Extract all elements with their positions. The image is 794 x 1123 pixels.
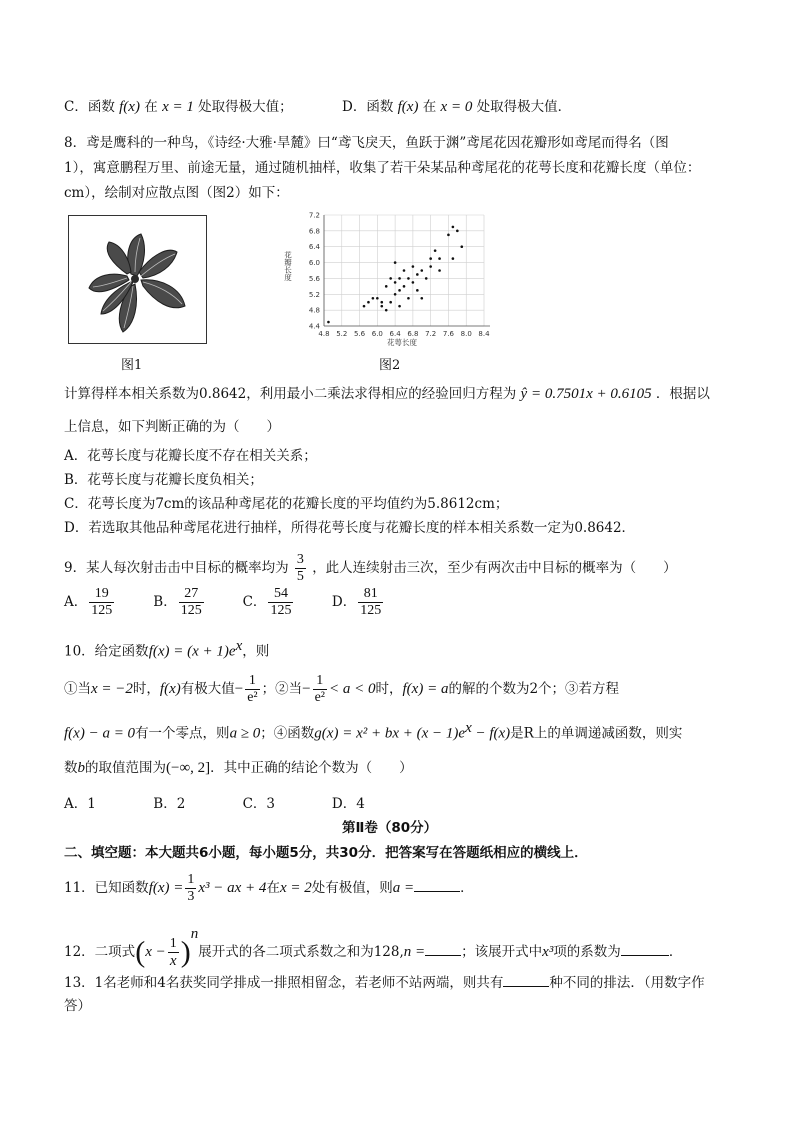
scatter-ticks [309, 212, 490, 339]
scatter-point [425, 277, 428, 280]
scatter-point [385, 285, 388, 288]
q10-options [64, 794, 417, 814]
q8-conclusion-line1 [64, 384, 710, 404]
y-axis-label: 花瓣长度 [283, 251, 293, 281]
q8-option-d: D．若选取其他品种鸢尾花进行抽样，所得花萼长度与花瓣长度的样本相关系数一定为0.8642． [64, 520, 636, 536]
scatter-point [403, 285, 406, 288]
q7-option-c [64, 97, 293, 117]
q10-option-b: B．2 [153, 796, 186, 812]
scatter-point [420, 269, 423, 272]
scatter-point [403, 269, 406, 272]
q8-question: 上信息，如下判断正确的为（ ） [64, 419, 280, 435]
q8-text1: 计算得样本相关系数为0.8642，利用最小二乘法求得相应的经验回归方程为 [64, 386, 517, 402]
q7-optc-text3: 处取得极大值； [198, 99, 293, 115]
x-tick-label: 8.4 [478, 330, 490, 338]
scatter-point [416, 273, 419, 276]
q13-answer-blank[interactable] [503, 972, 549, 987]
x-tick-label: 6.4 [389, 330, 401, 338]
q10-statements-line3: 数b的取值范围为(−∞, 2]．其中正确的结论个数为（ ） [64, 760, 413, 776]
scatter-point [407, 277, 410, 280]
q8-option-a: A．花萼长度与花瓣长度不存在相关关系； [64, 448, 317, 464]
y-tick-label: 6.8 [308, 227, 320, 236]
scatter-point [460, 245, 463, 248]
scatter-point [398, 305, 401, 308]
q11: 11．已知函数f(x) = $\frac{1}{3}$ x³ − ax + 4在x = 2处有极值，则a = ． [64, 872, 474, 904]
figure-1-caption: 图1 [121, 358, 143, 373]
scatter-point [420, 297, 423, 300]
q9-stem [64, 552, 677, 585]
q9-probability-fraction: $\frac{3}{5}$ [296, 552, 304, 584]
x-tick-label: 4.8 [318, 330, 330, 338]
scatter-point [389, 277, 392, 280]
q8-option-c: C．花萼长度为7cm的该品种鸢尾花的花瓣长度的平均值约为5.8612cm； [64, 496, 509, 512]
q10-option-d: D．4 [331, 796, 365, 812]
scatter-point [452, 257, 455, 260]
scatter-point [398, 277, 401, 280]
scatter-point [327, 321, 330, 324]
x-tick-label: 8.0 [460, 330, 472, 338]
x-tick-label: 5.2 [336, 330, 348, 338]
scatter-point [367, 301, 370, 304]
q13-line1: 13．1名老师和4名获奖同学排成一排照相留念，若老师不站两端，则共有 种不同的排法．（用数字作 [64, 972, 705, 993]
q8-line3: cm），绘制对应散点图（图2）如下： [64, 185, 289, 201]
y-tick-label: 5.6 [308, 274, 320, 283]
q7-optd-text3: 处取得极大值． [476, 99, 572, 115]
q7-optc-x: x = 1 [162, 99, 194, 115]
q9-option-a: A． $\frac{19}{125}$ [64, 586, 113, 618]
scatter-point [407, 297, 410, 300]
x-tick-label: 7.2 [425, 330, 437, 338]
q10-statements-line2: f(x) − a = 0有一个零点，则a ≥ 0；④函数g(x) = x² + bx + $(x - 1)e^x - f(x)$是R上的单调递减函数，则实 [64, 720, 683, 742]
q8-text1-end: ．根据以 [655, 386, 710, 402]
scatter-point [394, 281, 397, 284]
scatter-point [376, 297, 379, 300]
x-axis-label: 花萼长度 [387, 338, 417, 347]
scatter-point [394, 261, 397, 264]
q8-regression-equation: ŷ = 0.7501x + 0.6105 [520, 386, 652, 402]
figure-2-caption: 图2 [379, 358, 401, 373]
q9-text-b: ，此人连续射击三次，至少有两次击中目标的概率为（ ） [312, 560, 677, 576]
x-tick-label: 6.8 [407, 330, 419, 338]
scatter-point [398, 289, 401, 292]
scatter-point [372, 297, 375, 300]
q10-option-c: C．3 [242, 796, 276, 812]
scatter-point [429, 257, 432, 260]
q10-stem: 10．给定函数$f(x) = (x + 1)e^x$，则 [64, 638, 270, 660]
q12-n-blank[interactable] [425, 941, 461, 956]
q7-optd-text2: 在 [422, 99, 437, 115]
section-2-header: 二、填空题：本大题共6小题，每小题5分，共30分．把答案写在答题纸相应的横线上． [64, 845, 588, 861]
q9-options [64, 586, 417, 619]
x-tick-label: 6.0 [371, 330, 383, 338]
q11-answer-blank[interactable] [414, 877, 460, 892]
scatter-point [456, 230, 459, 233]
q8-option-b: B．花萼长度与花瓣长度负相关； [64, 472, 263, 488]
scatter-point [380, 301, 383, 304]
q7-optd-text: D．函数 [342, 99, 394, 115]
y-tick-label: 6.0 [308, 259, 320, 268]
y-tick-label: 6.4 [308, 243, 320, 252]
scatter-point [434, 249, 437, 252]
scatter-point [429, 265, 432, 268]
scatter-point [412, 281, 415, 284]
x-tick-label: 5.6 [353, 330, 366, 338]
q7-option-d [342, 97, 571, 117]
figure-2-scatter-plot [280, 205, 500, 353]
iris-flower-image [69, 216, 206, 343]
scatter-point [385, 309, 388, 312]
q9-text-a: 9．某人每次射击击中目标的概率均为 [64, 560, 289, 576]
scatter-point [412, 265, 415, 268]
q8-line2: 1），寓意鹏程万里、前途无量，通过随机抽样，收集了若干朵某品种鸢尾花的花萼长度和花瓣长度（单位： [64, 160, 701, 176]
scatter-point [394, 293, 397, 296]
y-tick-label: 7.2 [308, 211, 320, 220]
q8-line1: 8．鸢是鹰科的一种鸟，《诗经·大雅·旱麓》曰“鸢飞戾天，鱼跃于渊”鸢尾花因花瓣形如鸢尾而得名（图 [64, 135, 669, 151]
q10-statements-line1: ①当x = −2时，f(x)有极大值− $\frac{1}{\text{e²}}$ ；②当− $\frac{1}{\text{e²}}$ < a < 0时，f(x) = a的解的个数为2个；③若方程 [64, 673, 620, 705]
q12: 12．二项式(x − $\frac{1}{x}$ )$^n$展开式的各二项式系数之和为128,n = ；该展开式中x³项的系数为 ． [64, 926, 683, 969]
scatter-point [416, 289, 419, 292]
q9-option-d: D． $\frac{81}{125}$ [331, 586, 382, 618]
q7-optc-text2: 在 [144, 99, 158, 115]
scatter-point [452, 226, 455, 229]
scatter-point [380, 305, 383, 308]
q13-line2: 答） [64, 998, 91, 1014]
scatter-point [389, 301, 392, 304]
y-tick-label: 4.8 [308, 306, 320, 315]
q10-option-a: A．1 [64, 796, 96, 812]
scatter-point [447, 234, 450, 237]
x-tick-label: 7.6 [442, 330, 455, 338]
q7-optd-func: f(x) [397, 99, 419, 115]
y-tick-label: 5.2 [308, 290, 320, 299]
q9-option-c: C． $\frac{54}{125}$ [242, 586, 292, 618]
scatter-point [438, 257, 441, 260]
y-tick-label: 4.4 [308, 322, 320, 331]
scatter-point [438, 269, 441, 272]
figure-1-iris [68, 215, 207, 344]
scatter-point [363, 305, 366, 308]
q12-coefficient-blank[interactable] [621, 941, 669, 956]
section-2-title: 第Ⅱ卷（80分） [342, 820, 438, 836]
q9-option-b: B． $\frac{27}{125}$ [153, 586, 202, 618]
q7-optc-func: f(x) [119, 99, 140, 115]
q7-optc-text: C．函数 [64, 99, 115, 115]
q7-optd-x: x = 0 [440, 99, 473, 115]
